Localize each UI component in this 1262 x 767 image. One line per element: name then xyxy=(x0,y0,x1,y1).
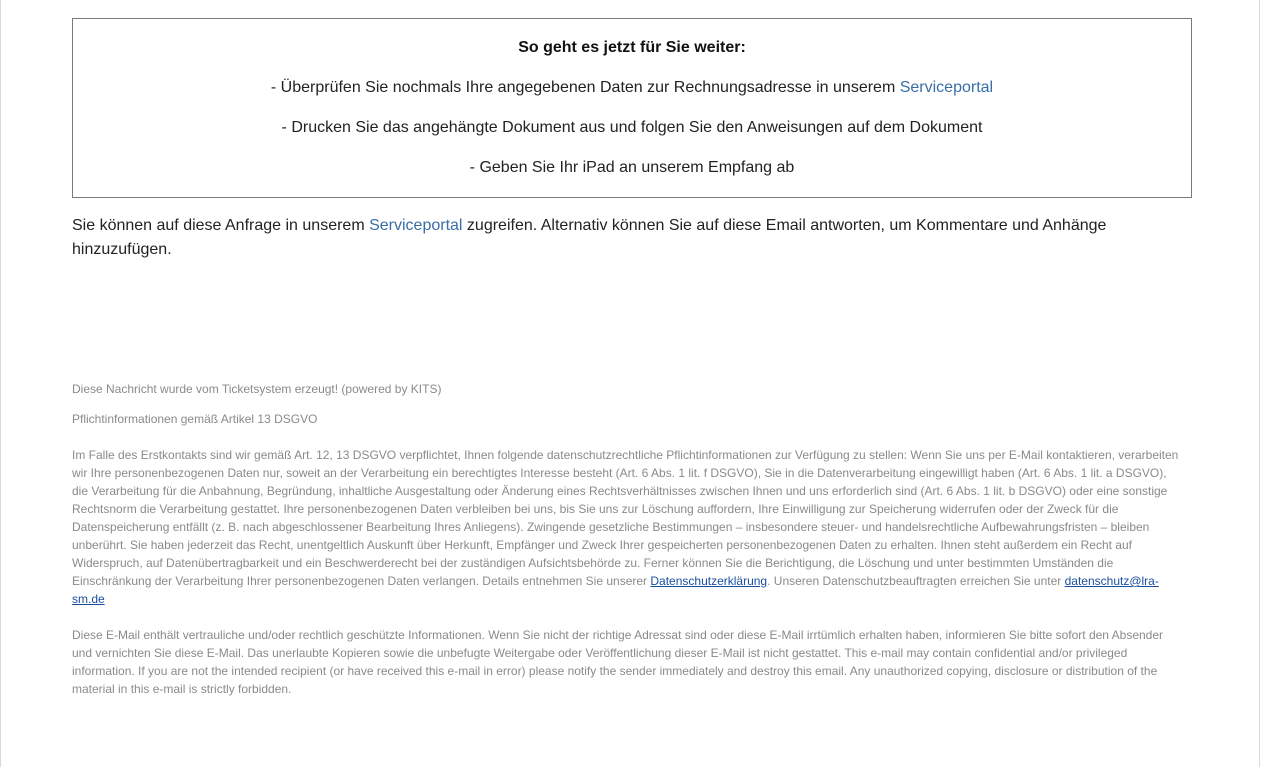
intro-prefix: Sie können auf diese Anfrage in unserem xyxy=(72,217,370,234)
intro-paragraph xyxy=(72,214,1152,262)
pflicht-title: Pflichtinformationen gemäß Artikel 13 DSGVO xyxy=(72,412,318,426)
generated-notice: Diese Nachricht wurde vom Ticketsystem erzeugt! (powered by KITS) xyxy=(72,382,442,396)
privacy-policy-link[interactable]: Datenschutzerklärung xyxy=(650,574,768,588)
next-step-check-address-text: - Überprüfen Sie nochmals Ihre angegebenen Daten zur Rechnungsadresse in unserem xyxy=(270,79,900,96)
next-steps-heading: So geht es jetzt für Sie weiter: xyxy=(518,39,746,56)
serviceportal-link-intro[interactable]: Serviceportal xyxy=(369,217,463,234)
confidentiality-notice: Diese E-Mail enthält vertrauliche und/oder rechtlich geschützte Informationen. Wenn Sie nicht der richtige Adressat sind oder diese E-Mail irrtümlich erhalten haben, informieren Sie bitte sofort den Absender und vernichten Sie diese E-Mail. Das unerlaubte Kopieren sowie die unbefugte Weitergabe oder Veröffentlichung dieser E-Mail ist nicht gestattet. This e-mail may contain confidential and/or privileged information. If you are not the intended recipient (or have received this e-mail in error) please notify the sender immediately and destroy this email. Any unauthorized copying, disclosure or distribution of the material in this e-mail is strictly forbidden. xyxy=(72,628,1164,696)
privacy-email-link[interactable]: datenschutz@lra-sm.de xyxy=(72,574,1159,606)
intro-suffix: zugreifen. Alternativ können Sie auf diese Email antworten, um Kommentare und Anhänge hinzuzufügen. xyxy=(72,217,1107,258)
next-steps-box xyxy=(72,18,1192,198)
privacy-paragraph xyxy=(72,446,1182,608)
privacy-mid-text: . Unseren Datenschutzbeauftragten erreichen Sie unter xyxy=(767,574,1065,588)
next-step-check-address xyxy=(73,79,1191,97)
serviceportal-link-box[interactable]: Serviceportal xyxy=(899,79,994,96)
next-step-return-ipad: - Geben Sie Ihr iPad an unserem Empfang ab xyxy=(469,159,795,176)
privacy-text: Im Falle des Erstkontakts sind wir gemäß Art. 12, 13 DSGVO verpflichtet, Ihnen folgende datenschutzrechtliche Pflichtinformationen zur Verfügung zu stellen: Wenn Sie uns per E-Mail kontaktieren, verarbeiten wir Ihre personenbezogenen Daten nur, soweit an der Verarbeitung ein berechtigtes Interesse besteht (Art. 6 Abs. 1 lit. f DSGVO), Sie in die Datenverarbeitung eingewilligt haben (Art. 6 Abs. 1 lit. a DSGVO), die Verarbeitung für die Anbahnung, Begründung, inhaltliche Ausgestaltung oder Änderung eines Rechtsverhältnisses zwischen Ihnen und uns erforderlich sind (Art. 6 Abs. 1 lit. b DSGVO) oder eine sonstige Rechtsnorm die Verarbeitung gestattet. Ihre personenbezogenen Daten verbleiben bei uns, bis Sie uns zur Löschung auffordern, Ihre Einwilligung zur Speicherung widerrufen oder der Zweck für die Datenspeicherung entfällt (z. B. nach abgeschlossener Bearbeitung Ihres Anliegens). Zwingende gesetzliche Bestimmungen – insbesondere steuer- und handelsrechtliche Aufbewahrungsfristen – bleiben unberührt. Sie haben jederzeit das Recht, unentgeltlich Auskunft über Herkunft, Empfänger und Zweck Ihrer gespeicherten personenbezogenen Daten zu erhalten. Ihnen steht außerdem ein Recht auf Widerspruch, auf Datenübertragbarkeit und ein Beschwerderecht bei der zuständigen Aufsichtsbehörde zu. Ferner können Sie die Berichtigung, die Löschung und unter bestimmten Umständen die Einschränkung der Verarbeitung Ihrer personenbezogenen Daten verlangen. Details entnehmen Sie unserer xyxy=(72,448,1179,588)
next-step-print-document: - Drucken Sie das angehängte Dokument aus und folgen Sie den Anweisungen auf dem Dokument xyxy=(281,119,983,136)
